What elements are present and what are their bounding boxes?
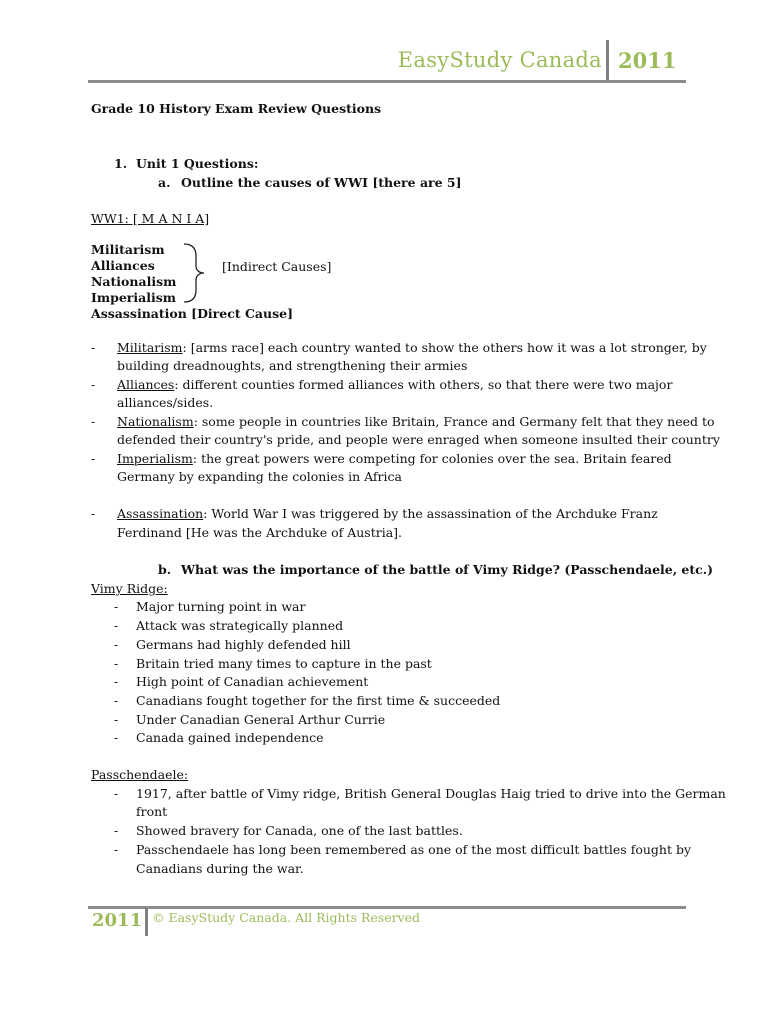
- detail-line: alliances/sides.: [117, 395, 214, 410]
- qb-text: What was the importance of the battle of Vimy Ridge? (Passchendaele, etc.): [181, 562, 714, 577]
- detail-line: Germany by expanding the colonies in Africa: [117, 469, 402, 484]
- vimy-item: Canada gained independence: [136, 730, 324, 745]
- document-page: EasyStudy Canada 2011 Grade 10 History Exam Review Questions 1. Unit 1 Questions: a. Outline the causes of WWI [there are 5] WW1: [ M A N I A] Militarism Alliances Nationalism Imperialism [Indirect Causes] Assassination [Direct Cause] - Militarism: [arms race] each country wanted to show the others how it was a lot stronger, by building dreadnoughts, and strengthening their armies - Alliances: different counties formed alliances with others, so that there were two major alliances/sides. - Nationalism: some people in countries like Britain, France and Germany felt that they need to defended their country's pride, and people were enraged when someone insulted their country - Imperialism: the great powers were competing for colonies over the sea. Britain feared Germany by expanding the colonies in Africa - Assassination: World War I was triggered by the assassination of the Archduke Franz Ferdinand [He was the Archduke of Austria]. b. What was the importance of the battle of Vimy Ridge? (Passchendaele, etc.) Vimy Ridge: - Major turning point in war - Attack was strategically planned - Germans had highly defended hill - Britain tried many times to capture in the past - High point of Canadian achievement - Canadians fought together for the first time & succeeded - Under Canadian General Arthur Currie - Canada gained independence Passchendaele: - 1917, after battle of Vimy ridge, British General Douglas Haig tried to drive into the German front - Showed bravery for Canada, one of the last battles. - Passchendaele has long been remembered as one of the most difficult battles fought by Canadians during the war. 2011 © EasyStudy Canada. All Rights Reserved: [0, 0, 768, 1024]
- passchendaele-heading: Passchendaele:: [91, 767, 189, 782]
- header-year: 2011: [618, 48, 677, 73]
- vimy-item: Major turning point in war: [136, 599, 306, 614]
- detail-line: : the great powers were competing for colonies over the sea. Britain feared: [192, 451, 672, 466]
- vimy-item: High point of Canadian achievement: [136, 674, 369, 689]
- vimy-item: Attack was strategically planned: [136, 618, 344, 633]
- vimy-item: Canadians fought together for the first time & succeeded: [136, 693, 501, 708]
- detail-line: : different counties formed alliances with others, so that there were two major: [174, 377, 673, 392]
- footer-rule: [88, 906, 686, 909]
- detail-line: defended their country's pride, and people were enraged when someone insulted their country: [117, 432, 720, 447]
- vimy-heading: Vimy Ridge:: [91, 581, 168, 596]
- qa-text: Outline the causes of WWI [there are 5]: [181, 175, 462, 190]
- cause-imperialism: Imperialism: [91, 290, 176, 305]
- passchendaele-item: Showed bravery for Canada, one of the last battles.: [136, 823, 463, 838]
- cause-alliances: Alliances: [91, 258, 155, 273]
- cause-militarism: Militarism: [91, 242, 165, 257]
- detail-line: Ferdinand [He was the Archduke of Austria].: [117, 525, 402, 540]
- passchendaele-item: Passchendaele has long been remembered as one of the most difficult battles fought by: [136, 842, 692, 857]
- dash: -: [91, 506, 96, 521]
- dash: -: [91, 414, 96, 429]
- dash: -: [91, 377, 96, 392]
- passchendaele-item: front: [136, 804, 168, 819]
- header-rule: [88, 80, 686, 83]
- passchendaele-item: 1917, after battle of Vimy ridge, British General Douglas Haig tried to drive into the German: [136, 786, 726, 801]
- term-imperialism: Imperialism: [117, 451, 193, 466]
- term-alliances: Alliances: [117, 377, 175, 392]
- term-assassination: Assassination: [117, 506, 204, 521]
- vimy-item: Under Canadian General Arthur Currie: [136, 712, 386, 727]
- term-militarism: Militarism: [117, 340, 183, 355]
- qb-letter: b.: [158, 562, 172, 577]
- footer-copyright: © EasyStudy Canada. All Rights Reserved: [152, 910, 421, 925]
- term-nationalism: Nationalism: [117, 414, 194, 429]
- detail-line: : some people in countries like Britain, France and Germany felt that they need to: [193, 414, 715, 429]
- footer-year: 2011: [92, 910, 143, 931]
- detail-line: building dreadnoughts, and strengthening their armies: [117, 358, 468, 373]
- doc-title: Grade 10 History Exam Review Questions: [91, 101, 382, 116]
- ww1-heading: WW1: [ M A N I A]: [91, 211, 210, 226]
- q1-label: Unit 1 Questions:: [136, 156, 259, 171]
- passchendaele-item: Canadians during the war.: [136, 861, 304, 876]
- cause-assassination: Assassination [Direct Cause]: [91, 306, 294, 321]
- cause-nationalism: Nationalism: [91, 274, 177, 289]
- footer-divider: [145, 908, 148, 936]
- qa-letter: a.: [158, 175, 171, 190]
- detail-line: : [arms race] each country wanted to show the others how it was a lot stronger, by: [182, 340, 707, 355]
- vimy-item: Germans had highly defended hill: [136, 637, 351, 652]
- q1-number: 1.: [114, 156, 128, 171]
- brace-icon: [182, 242, 206, 304]
- dash: -: [91, 451, 96, 466]
- header-brand: EasyStudy Canada: [397, 48, 602, 72]
- header-divider: [606, 40, 609, 83]
- vimy-item: Britain tried many times to capture in the past: [136, 656, 432, 671]
- indirect-causes-label: [Indirect Causes]: [222, 259, 332, 274]
- dash: -: [91, 340, 96, 355]
- detail-line: : World War I was triggered by the assassination of the Archduke Franz: [203, 506, 658, 521]
